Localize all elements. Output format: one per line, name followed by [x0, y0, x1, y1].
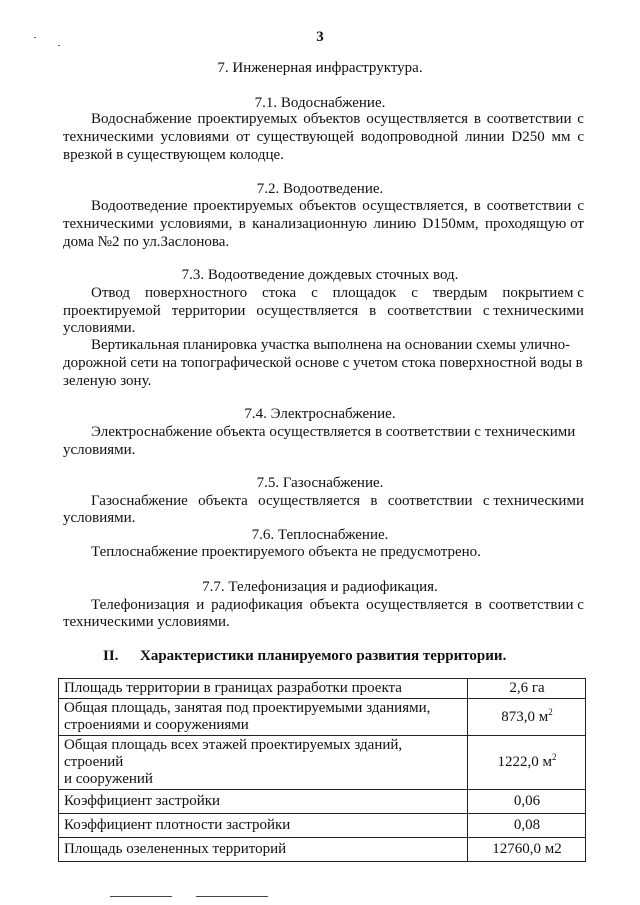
paragraph-line: проектируемой территории осуществляется в соответствии с техническими	[63, 303, 584, 319]
table-cell-label: Коэффициент плотности застройки	[59, 814, 468, 838]
paragraph-line: техническими условиями от существующей водопроводной линии D250 мм с	[63, 129, 584, 145]
table-cell-label: Площадь озелененных территорий	[59, 838, 468, 862]
table-cell-value: 0,06	[468, 790, 586, 814]
table-row	[59, 679, 586, 699]
paragraph-line: Газоснабжение объекта осуществляется в соответствии с техническими	[91, 493, 584, 509]
footer-rule	[196, 896, 268, 897]
paragraph-line: дома №2 по ул.Заслонова.	[63, 234, 230, 250]
subsection-title: 7.6. Теплоснабжение.	[251, 527, 389, 543]
paragraph-line: дорожной сети на топографической основе с учетом стока поверхностной воды в	[63, 355, 583, 371]
paragraph-line: условиями.	[63, 510, 136, 526]
table-cell-value: 2,6 га	[468, 679, 586, 699]
paragraph-line: Водоотведение проектируемых объектов осуществляется, в соответствии с	[91, 198, 584, 214]
paragraph-line: Отвод поверхностного стока с площадок с твердым покрытием с	[91, 285, 584, 301]
paragraph-line: техническими условиями, в канализационную линию D150мм, проходящую от	[63, 216, 584, 232]
paragraph-line: зеленую зону.	[63, 373, 152, 389]
paragraph-line: Теплоснабжение проектируемого объекта не предусмотрено.	[91, 544, 481, 560]
subsection-title: 7.3. Водоотведение дождевых сточных вод.	[181, 267, 459, 283]
section-title: 7. Инженерная инфраструктура.	[217, 60, 423, 76]
subsection-title: 7.2. Водоотведение.	[256, 181, 384, 197]
paragraph-line: условиями.	[63, 442, 136, 458]
table-cell-value: 873,0 $м^2$	[468, 699, 586, 736]
table-row	[59, 790, 586, 814]
page-number: 3	[316, 29, 324, 45]
table-row	[59, 838, 586, 862]
table-cell-value: 1222,0 $м^2$	[468, 736, 586, 790]
paragraph-line: Вертикальная планировка участка выполнена на основании схемы улично-	[91, 337, 571, 353]
paragraph-line: техническими условиями.	[63, 614, 230, 630]
paragraph-line: Телефонизация и радиофикация объекта осуществляется в соответствии с	[91, 597, 584, 613]
paragraph-line: условиями.	[63, 320, 136, 336]
subsection-title: 7.7. Телефонизация и радиофикация.	[202, 579, 438, 595]
table-cell-label: Общая площадь всех этажей проектируемых зданий, строений и сооружений	[59, 736, 468, 790]
table-cell-value: 0,08	[468, 814, 586, 838]
paragraph-line: Электроснабжение объекта осуществляется в соответствии с техническими	[91, 424, 576, 440]
footer-rule	[110, 896, 172, 897]
table-cell-label: Коэффициент застройки	[59, 790, 468, 814]
section-heading: II. Характеристики планируемого развития территории.	[103, 648, 507, 664]
subsection-title: 7.1. Водоснабжение.	[254, 95, 386, 111]
table-row	[59, 814, 586, 838]
table-cell-value: 12760,0 м2	[468, 838, 586, 862]
paragraph-line: Водоснабжение проектируемых объектов осуществляется в соответствии с	[91, 111, 584, 127]
characteristics-table	[58, 678, 586, 862]
subsection-title: 7.5. Газоснабжение.	[256, 475, 384, 491]
table-row	[59, 699, 586, 736]
paragraph-line: врезкой в существующем колодце.	[63, 147, 284, 163]
table-cell-label: Общая площадь, занятая под проектируемыми зданиями, строениями и сооружениями	[59, 699, 468, 736]
table-row	[59, 736, 586, 790]
table-cell-label: Площадь территории в границах разработки проекта	[59, 679, 468, 699]
subsection-title: 7.4. Электроснабжение.	[244, 406, 396, 422]
